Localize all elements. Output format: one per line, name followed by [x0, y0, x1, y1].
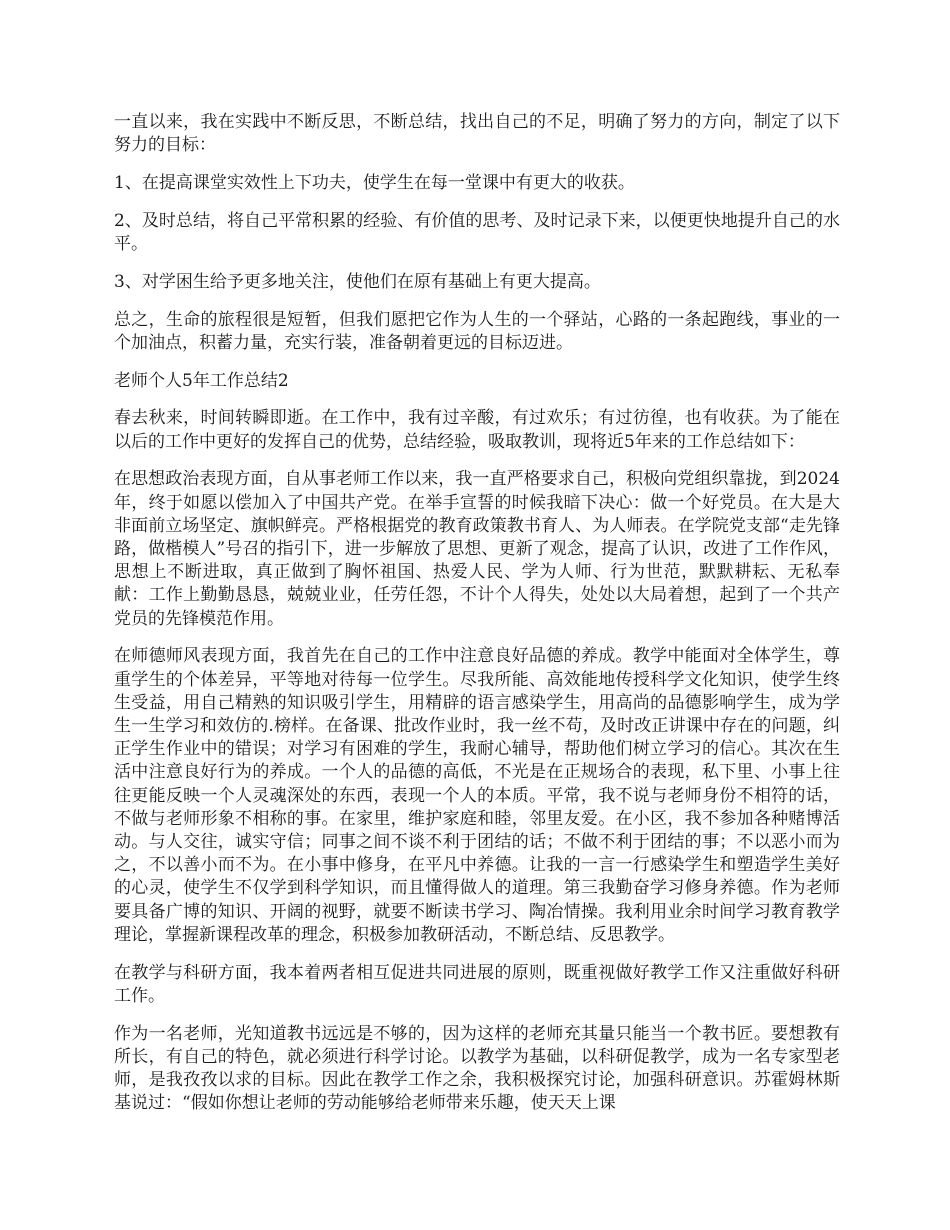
paragraph-goals-intro: 一直以来，我在实践中不断反思，不断总结，找出自己的不足，明确了努力的方向，制定了以下努力的目标： [114, 112, 840, 156]
paragraph-summary-intro: 春去秋来，时间转瞬即逝。在工作中，我有过辛酸，有过欢乐；有过彷徨，也有收获。为了能在以后的工作中更好的发挥自己的优势，总结经验，吸取教训，现将近5年来的工作总结如下： [114, 408, 840, 452]
document-body [114, 111, 840, 1130]
paragraph-conclusion: 总之，生命的旅程很是短暂，但我们愿把它作为人生的一个驿站，心路的一条起跑线，事业的一个加油点，积蓄力量，充实行装，准备朝着更远的目标迈进。 [114, 309, 840, 353]
paragraph-goal-3: 3、对学困生给予更多地关注，使他们在原有基础上有更大提高。 [114, 271, 601, 292]
paragraph-goal-1: 1、在提高课堂实效性上下功夫，使学生在每一堂课中有更大的收获。 [114, 173, 635, 193]
section-heading: 老师个人5年工作总结2 [114, 370, 289, 391]
paragraph-ethics: 在师德师风表现方面，我首先在自己的工作中注意良好品德的养成。教学中能面对全体学生，尊重学生的个体差异，平等地对待每一位学生。尽我所能、高效能地传授科学文化知识，使学生终生受益，用自己精熟的知识吸引学生，用精辟的语言感染学生，用高尚的品德影响学生，成为学生一生学习和效仿的.榜样。在备课、批改作业时，我一丝不苟，及时改正讲课中存在的问题，纠正学生作业中的错误；对学习有困难的学生，我耐心辅导，帮助他们树立学习的信心。其次在生活中注意良好行为的养成。一个人的品德的高低，不光是在正规场合的表现，私下里、小事上往往更能反映一个人灵魂深处的东西，表现一个人的本质。平常，我不说与老师身份不相符的话，不做与老师形象不相称的事。在家里，维护家庭和睦，邻里友爱。在小区，我不参加各种赌博活动。与人交往，诚实守信；同事之间不谈不利于团结的话；不做不利于团结的事；不以恶小而为之，不以善小而不为。在小事中修身，在平凡中养德。让我的一言一行感染学生和塑造学生美好的心灵，使学生不仅学到科学知识，而且懂得做人的道理。第三我勤奋学习修身养德。作为老师要具备广博的知识、开阔的视野，就要不断读书学习、陶冶情操。我利用业余时间学习教育教学理论，掌握新课程改革的理念，积极参加教研活动，不断总结、反思教学。 [114, 646, 840, 945]
paragraph-research: 作为一名老师，光知道教书远远是不够的，因为这样的老师充其量只能当一个教书匠。要想教有所长，有自己的特色，就必须进行科学讨论。以教学为基础，以科研促教学，成为一名专家型老师，是我孜孜以求的目标。因此在教学工作之余，我积极探究讨论，加强科研意识。苏霍姆林斯基说过：“假如你想让老师的劳动能够给老师带来乐趣，使天天上课 [114, 1023, 840, 1114]
paragraph-political: 在思想政治表现方面，自从事老师工作以来，我一直严格要求自己，积极向党组织靠拢，到2024年，终于如愿以偿加入了中国共产党。在举手宣誓的时候我暗下决心：做一个好党员。在大是大非面前立场坚定、旗帜鲜亮。严格根据党的教育政策教书育人、为人师表。在学院党支部“走先锋路，做楷模人”号召的指引下，进一步解放了思想、更新了观念，提高了认识，改进了工作作风，思想上不断进取，真正做到了胸怀祖国、热爱人民、学为人师、行为世范，默默耕耘、无私奉献：工作上勤勤恳恳，兢兢业业，任劳任怨，不计个人得失，处处以大局着想，起到了一个共产党员的先锋模范作用。 [114, 469, 840, 629]
paragraph-goal-2: 2、及时总结，将自己平常积累的经验、有价值的思考、及时记录下来，以便更快地提升自己的水平。 [114, 210, 840, 254]
paragraph-research-intro: 在教学与科研方面，我本着两者相互促进共同进展的原则，既重视做好教学工作又注重做好科研工作。 [114, 962, 840, 1006]
